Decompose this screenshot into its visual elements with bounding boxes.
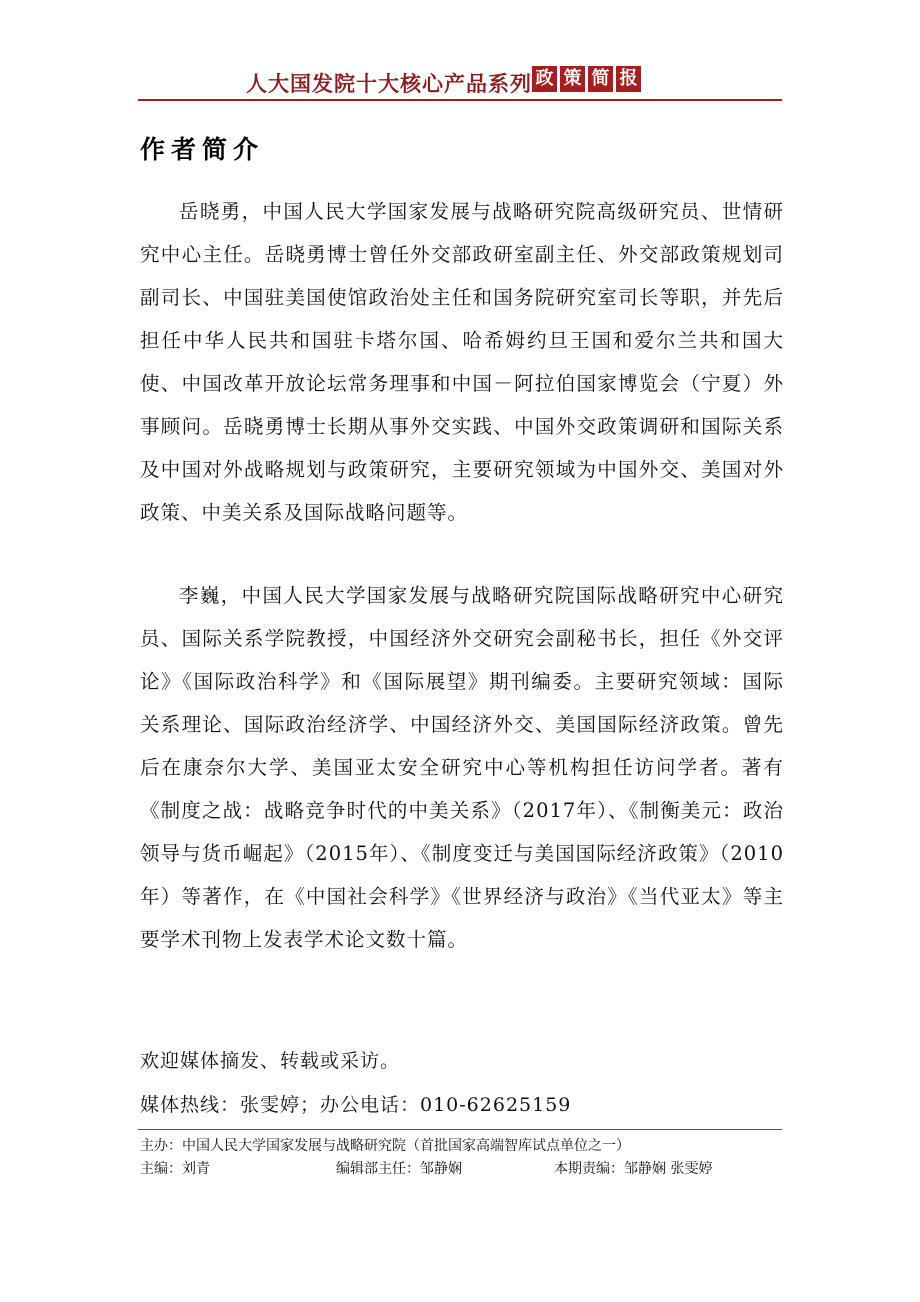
footer-issue-editors: 本期责编：邹静娴 张雯婷 [554,1161,713,1177]
page-header [138,62,782,100]
header-divider [138,99,782,101]
author-bio-li: 李巍，中国人民大学国家发展与战略研究院国际战略研究中心研究员、国际关系学院教授，中国经济外交研究会副秘书长，担任《外交评论》《国际政治科学》和《国际展望》期刊编委。主要研究领域：国际关系理论、国际政治经济学、中国经济外交、美国国际经济政策。曾先后在康奈尔大学、美国亚太安全研究中心等机构担任访问学者。著有《制度之战：战略竞争时代的中美关系》（2017年）、《制衡美元：政治领导与货币崛起》（2015年）、《制度变迁与美国国际经济政策》（2010年）等著作，在《中国社会科学》《世界经济与政治》《当代亚太》等主要学术刊物上发表学术论文数十篇。 [140,584,784,951]
media-hotline-text: 媒体热线：张雯婷；办公电话：010-62625159 [140,1094,572,1116]
badge-char: 简 [588,66,613,92]
footer-dept-head: 编辑部主任：邹静娴 [336,1161,462,1177]
policy-brief-badge [532,66,641,92]
author-bio-yue: 岳晓勇，中国人民大学国家发展与战略研究院高级研究员、世情研究中心主任。岳晓勇博士曾任外交部政研室副主任、外交部政策规划司副司长、中国驻美国使馆政治处主任和国务院研究室司长等职，并先后担任中华人民共和国驻卡塔尔国、哈希姆约旦王国和爱尔兰共和国大使、中国改革开放论坛常务理事和中国－阿拉伯国家博览会（宁夏）外事顾问。岳晓勇博士长期从事外交实践、中国外交政策调研和国际关系及中国对外战略规划与政策研究，主要研究领域为中国外交、美国对外政策、中美关系及国际战略问题等。 [140,200,784,524]
footer-editor: 主编：刘青 [140,1161,210,1177]
series-title: 人大国发院十大核心产品系列 [246,71,532,96]
media-welcome-text: 欢迎媒体摘发、转载或采访。 [140,1050,401,1072]
badge-char: 策 [560,66,585,92]
section-title: 作者简介 [140,135,265,164]
badge-char: 报 [616,66,641,92]
footer-sponsor: 主办：中国人民大学国家发展与战略研究院（首批国家高端智库试点单位之一） [140,1138,630,1154]
badge-char: 政 [532,66,557,92]
footer-divider [138,1129,782,1130]
